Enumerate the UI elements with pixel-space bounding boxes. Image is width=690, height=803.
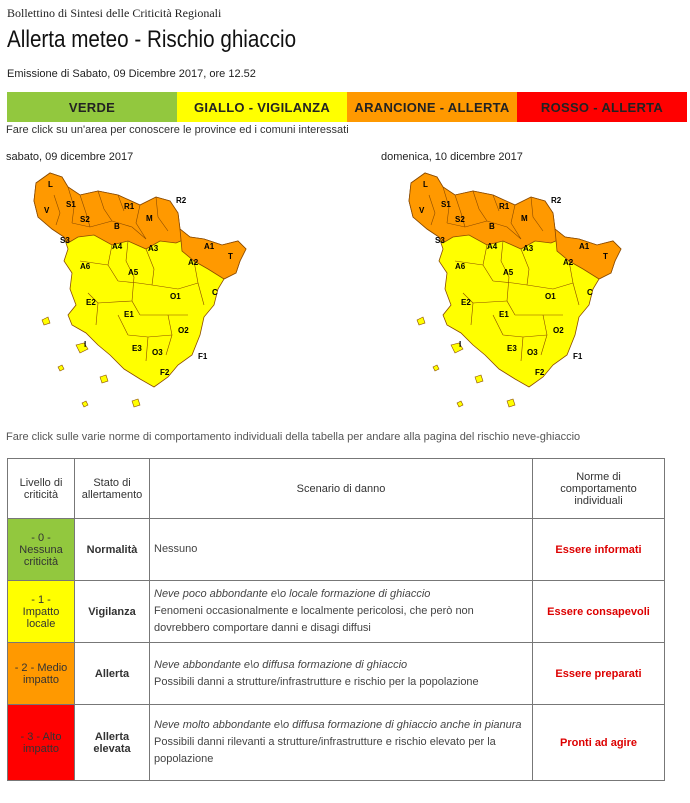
scenario-italic: Neve abbondante e\o diffusa formazione di ghiaccio (154, 658, 408, 671)
zone-label: F1 (198, 352, 208, 361)
legend-green: VERDE (7, 92, 177, 122)
norm-link-prepared[interactable]: Essere preparati (533, 643, 665, 705)
island[interactable] (457, 401, 463, 407)
zone-label: E2 (461, 298, 471, 307)
zone-label: M (146, 214, 153, 223)
emission-date: Emissione di Sabato, 09 Dicembre 2017, ore 12.52 (7, 68, 256, 80)
zone-label: E3 (507, 344, 517, 353)
zone-label: A4 (112, 242, 123, 251)
state-cell: Allerta elevata (75, 705, 150, 781)
zone-label: O1 (545, 292, 556, 301)
legend-orange: ARANCIONE - ALLERTA (347, 92, 517, 122)
scenario-text: Fenomeni occasionalmente e localmente pericolosi, che però non dovrebbero comportare danni e disagi diffusi (154, 605, 474, 634)
header-scenario: Scenario di danno (150, 459, 533, 519)
zone-label: O2 (178, 326, 189, 335)
zone-label: B (114, 222, 120, 231)
zone-label: S2 (455, 215, 465, 224)
zone-label: S3 (60, 236, 70, 245)
zone-label: A6 (80, 262, 91, 271)
zone-label: C (212, 288, 218, 297)
zone-label: A3 (148, 244, 159, 253)
state-cell: Allerta (75, 643, 150, 705)
zone-label: E3 (132, 344, 142, 353)
zone-label: A4 (487, 242, 498, 251)
scenario-italic: Neve molto abbondante e\o diffusa formazione di ghiaccio anche in pianura (154, 719, 522, 731)
scenario-cell (150, 705, 533, 781)
zone-label: F2 (160, 368, 170, 377)
scenario-cell (150, 643, 533, 705)
zone-label: A2 (188, 258, 199, 267)
header-norms: Norme di comportamento individuali (533, 459, 665, 519)
map-date-sunday: domenica, 10 dicembre 2017 (381, 151, 523, 163)
island[interactable] (100, 375, 108, 383)
zone-label: B (489, 222, 495, 231)
table-header-row (8, 459, 665, 519)
zone-label: S1 (441, 200, 451, 209)
page-title: Allerta meteo - Rischio ghiaccio (7, 26, 297, 53)
table-click-hint: Fare click sulle varie norme di comportamento individuali della tabella per andare alla pagina del rischio neve-ghiaccio (6, 431, 581, 443)
map-date-saturday: sabato, 09 dicembre 2017 (6, 151, 134, 163)
zone-label: R2 (551, 196, 562, 205)
scenario-cell (150, 581, 533, 643)
zone-label: O1 (170, 292, 181, 301)
zone-label: R2 (176, 196, 187, 205)
zone-label: S2 (80, 215, 90, 224)
island[interactable] (433, 365, 439, 371)
zone-label: L (423, 180, 428, 189)
zone-label: M (521, 214, 528, 223)
zone-label: T (228, 252, 233, 261)
map-sunday[interactable] (403, 165, 643, 415)
level-cell: - 0 - Nessuna criticità (8, 519, 75, 581)
header-level: Livello di criticità (8, 459, 75, 519)
header-state: Stato di allertamento (75, 459, 150, 519)
tuscany-map-svg[interactable] (403, 165, 643, 415)
zone-label: A1 (579, 242, 590, 251)
tuscany-map-svg[interactable] (28, 165, 268, 415)
norm-link-informed[interactable]: Essere informati (533, 519, 665, 581)
island[interactable] (42, 317, 50, 325)
island[interactable] (132, 399, 140, 407)
zone-label: S3 (435, 236, 445, 245)
zone-label: R1 (124, 202, 135, 211)
scenario-text: Nessuno (154, 543, 198, 555)
scenario-text: Possibili danni rilevanti a strutture/infrastrutture e rischio elevato per la popolazione (154, 736, 496, 765)
island[interactable] (475, 375, 483, 383)
table-row (8, 705, 665, 781)
level-cell: - 2 - Medio impatto (8, 643, 75, 705)
zone-label: E1 (499, 310, 509, 319)
zone-label: I (459, 340, 462, 349)
state-cell: Vigilanza (75, 581, 150, 643)
zone-label: F2 (535, 368, 545, 377)
criticality-table (7, 458, 665, 781)
norm-link-act[interactable]: Pronti ad agire (533, 705, 665, 781)
map-click-hint: Fare click su un'area per conoscere le province ed i comuni interessati (6, 124, 349, 136)
zone-label: I (84, 340, 87, 349)
zone-label: A1 (204, 242, 215, 251)
zone-label: A3 (523, 244, 534, 253)
table-row (8, 643, 665, 705)
scenario-cell (150, 519, 533, 581)
legend-red: ROSSO - ALLERTA (517, 92, 687, 122)
zone-label: V (44, 206, 50, 215)
scenario-text: Possibili danni a strutture/infrastrutture e rischio per la popolazione (154, 675, 479, 688)
scenario-italic: Neve poco abbondante e\o locale formazione di ghiaccio (154, 588, 431, 600)
zone-label: A2 (563, 258, 574, 267)
zone-label: L (48, 180, 53, 189)
zone-orange-northwest[interactable] (34, 173, 190, 249)
zone-label: O3 (527, 348, 538, 357)
island[interactable] (417, 317, 425, 325)
zone-label: O3 (152, 348, 163, 357)
zone-label: O2 (553, 326, 564, 335)
zone-label: R1 (499, 202, 510, 211)
alert-level-legend (7, 92, 687, 122)
zone-label: A5 (128, 268, 139, 277)
norm-link-aware[interactable]: Essere consapevoli (533, 581, 665, 643)
zone-label: E2 (86, 298, 96, 307)
island[interactable] (507, 399, 515, 407)
level-cell: - 3 - Alto impatto (8, 705, 75, 781)
zone-label: A5 (503, 268, 514, 277)
level-cell: - 1 - Impatto locale (8, 581, 75, 643)
table-row (8, 519, 665, 581)
zone-label: C (587, 288, 593, 297)
bulletin-supertitle: Bollettino di Sintesi delle Criticità Regionali (7, 6, 222, 20)
island[interactable] (82, 401, 88, 407)
map-saturday[interactable] (28, 165, 268, 415)
zone-label: S1 (66, 200, 76, 209)
legend-yellow: GIALLO - VIGILANZA (177, 92, 347, 122)
zone-orange-northwest[interactable] (409, 173, 565, 249)
zone-label: T (603, 252, 608, 261)
zone-label: V (419, 206, 425, 215)
zone-label: E1 (124, 310, 134, 319)
state-cell: Normalità (75, 519, 150, 581)
island[interactable] (58, 365, 64, 371)
table-row (8, 581, 665, 643)
zone-label: A6 (455, 262, 466, 271)
zone-label: F1 (573, 352, 583, 361)
